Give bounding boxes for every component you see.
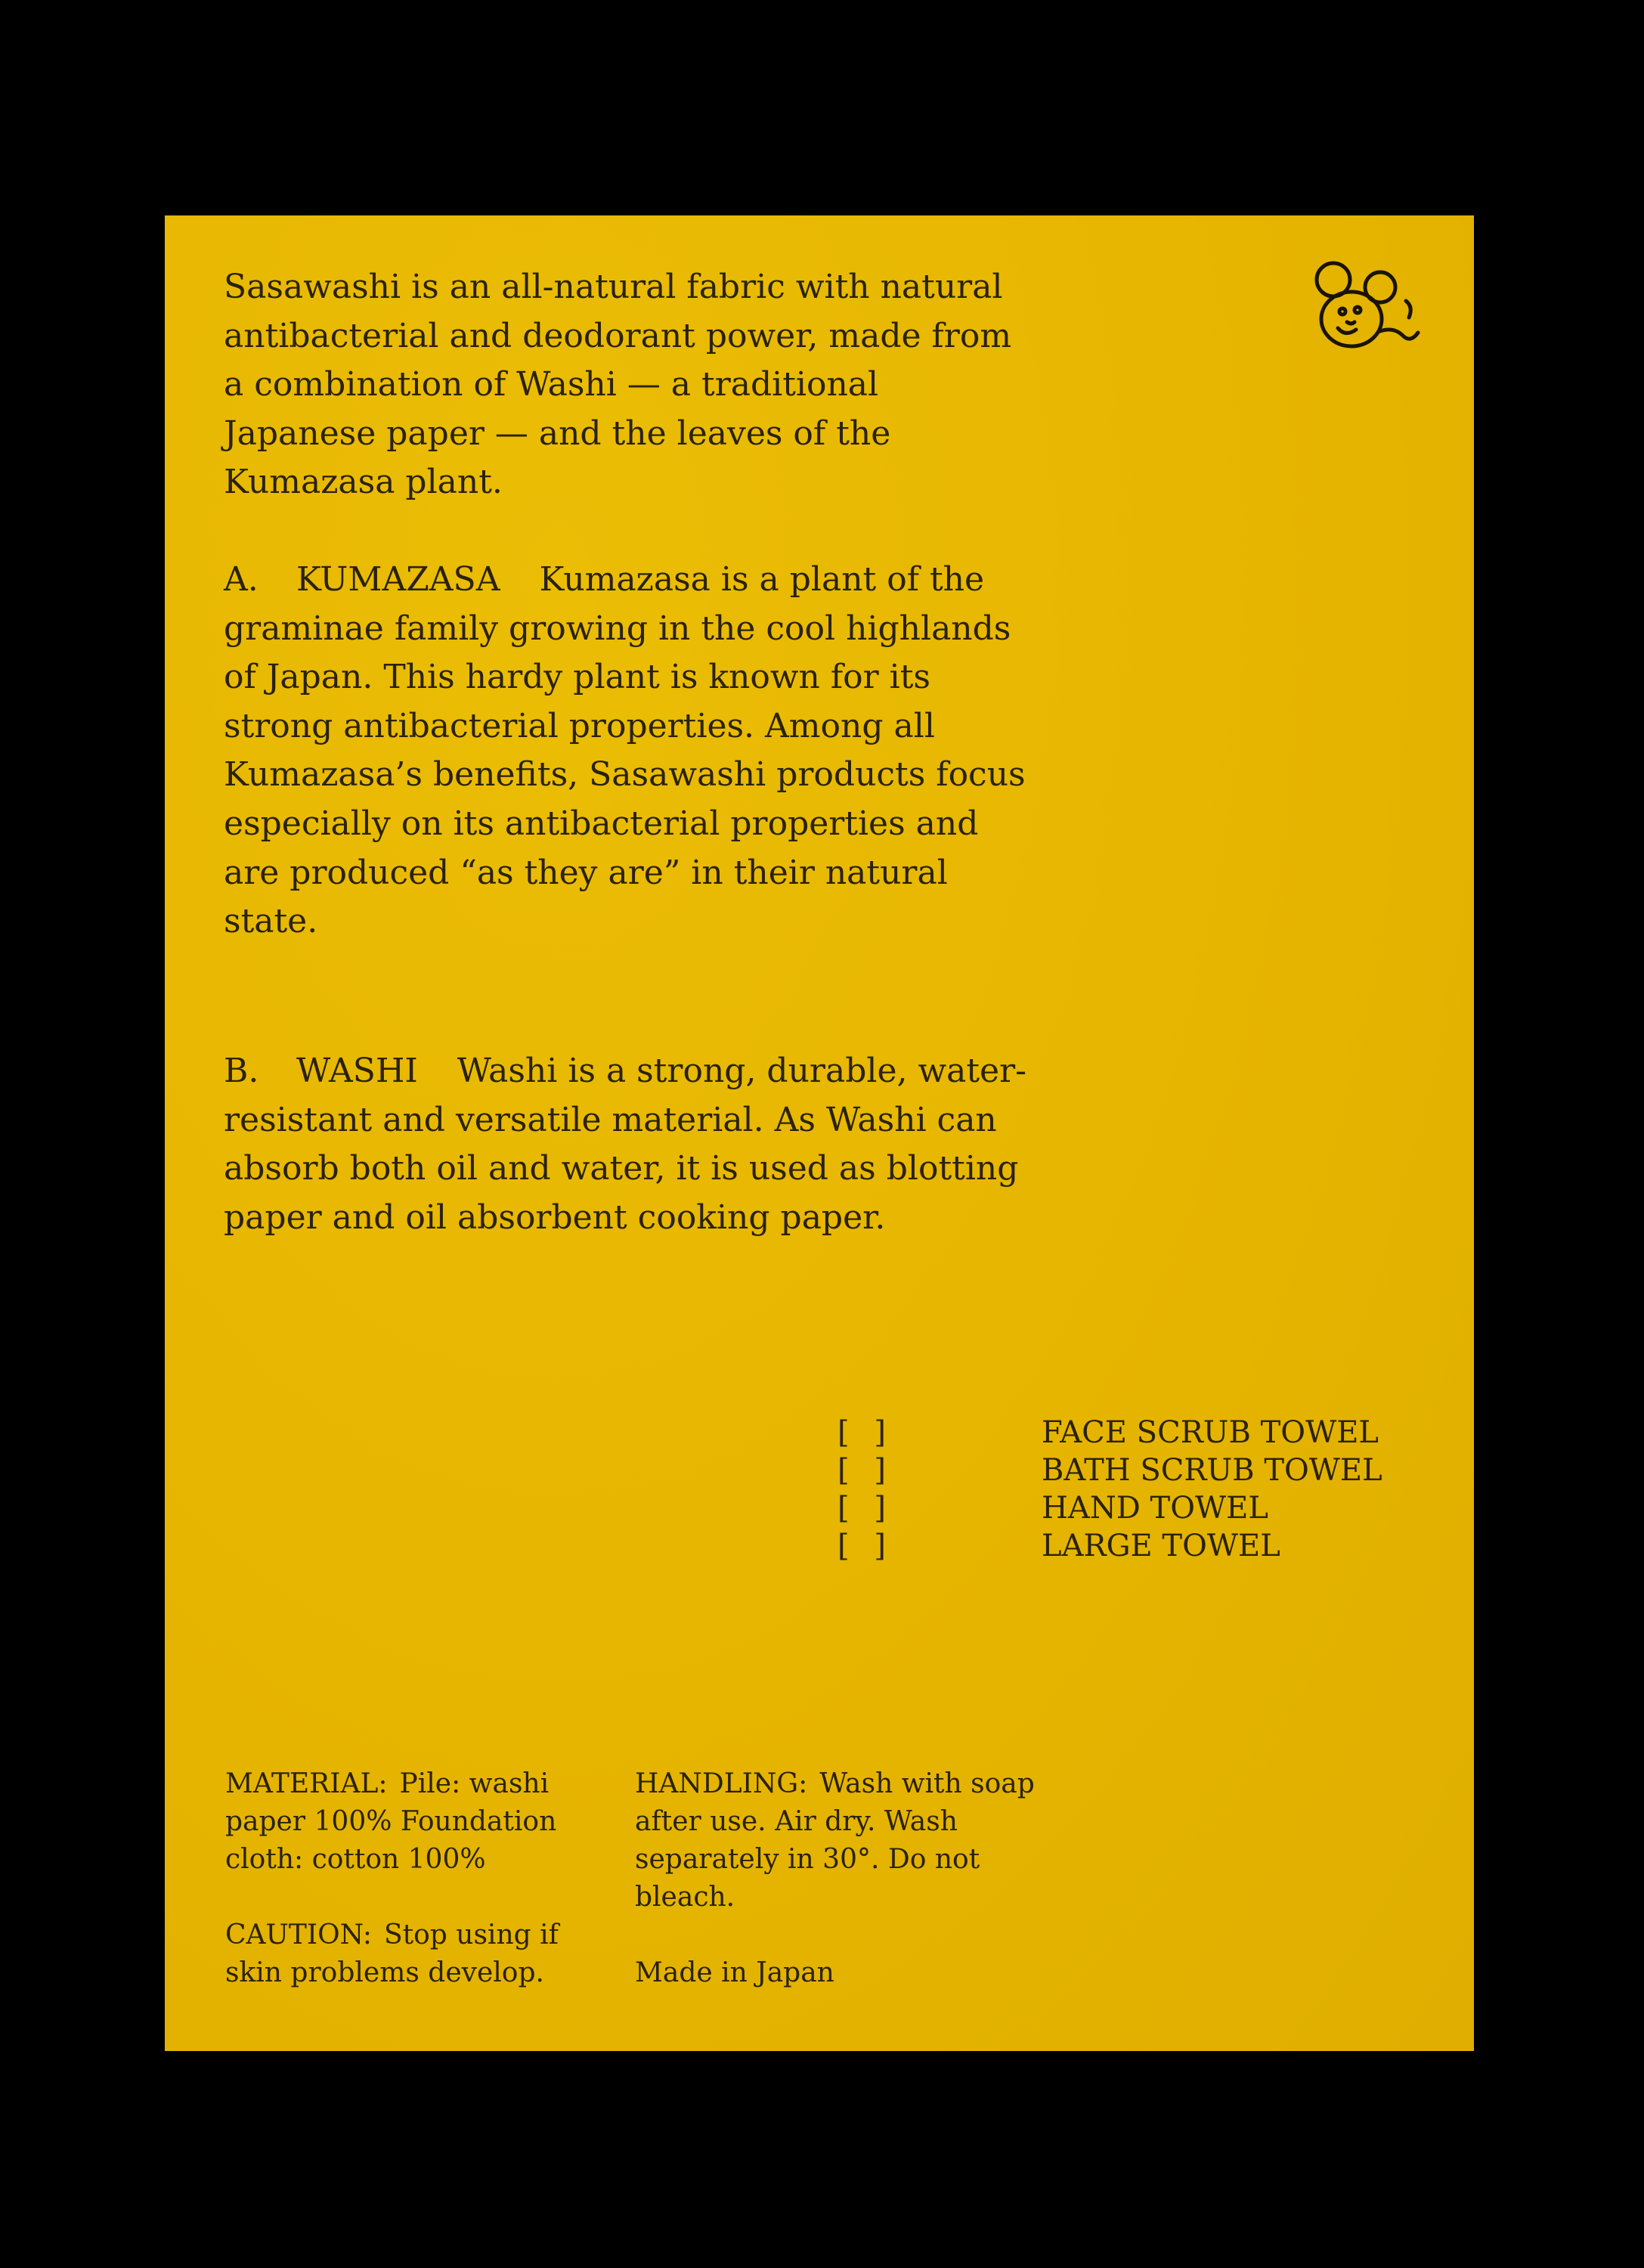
section-heading: KUMAZASA bbox=[296, 560, 500, 599]
caution-info bbox=[225, 1916, 618, 1992]
section-body: Kumazasa is a plant of the graminae family growing in the cool highlands of Japan. This hardy plant is known for its strong antibacterial properties. Among all Kumazasa’s benefits, Sasawashi products focus especially on its antibacterial properties and are produced “as they are” in their natural state. bbox=[224, 560, 1026, 941]
list-item-label: FACE SCRUB TOWEL bbox=[1042, 1415, 1379, 1450]
handling-info bbox=[635, 1765, 1058, 1916]
material-label: MATERIAL: bbox=[225, 1768, 388, 1799]
material-text: Pile: washi paper 100% Foundation cloth: cotton 100% bbox=[225, 1768, 557, 1875]
section-heading: WASHI bbox=[296, 1052, 418, 1090]
section-kumazasa bbox=[224, 556, 1040, 947]
list-item bbox=[837, 1414, 1442, 1452]
handling-text: Wash with soap after use. Air dry. Wash separately in 30°. Do not bleach. bbox=[635, 1768, 1035, 1913]
product-checklist bbox=[837, 1414, 1442, 1565]
intro-paragraph: Sasawashi is an all-natural fabric with natural antibacterial and deodorant power, made from a combination of Washi — a traditional Japanese paper — and the leaves of the Kumazasa plant. bbox=[224, 268, 1012, 502]
material-info bbox=[225, 1765, 618, 1879]
list-item-label: HAND TOWEL bbox=[1042, 1491, 1268, 1526]
product-card bbox=[165, 215, 1474, 2051]
list-item-label: LARGE TOWEL bbox=[1042, 1529, 1280, 1563]
checkbox-marker: [ ] bbox=[837, 1491, 893, 1526]
section-washi bbox=[224, 1047, 1040, 1242]
list-item bbox=[837, 1452, 1442, 1489]
section-letter: B. bbox=[224, 1052, 259, 1090]
section-letter: A. bbox=[224, 560, 259, 599]
list-item-label: BATH SCRUB TOWEL bbox=[1042, 1453, 1382, 1488]
caution-text: Stop using if skin problems develop. bbox=[225, 1919, 559, 1988]
list-item bbox=[837, 1489, 1442, 1527]
section-body: Washi is a strong, durable, water-resistant and versatile material. As Washi can absorb both oil and water, it is used as blotting paper and oil absorbent cooking paper. bbox=[224, 1052, 1026, 1237]
caution-label: CAUTION: bbox=[225, 1919, 372, 1950]
checkbox-marker: [ ] bbox=[837, 1415, 893, 1450]
mouse-doodle-icon bbox=[1308, 257, 1421, 355]
handling-label: HANDLING: bbox=[635, 1768, 808, 1799]
checkbox-marker: [ ] bbox=[837, 1529, 893, 1563]
origin-text: Made in Japan bbox=[635, 1957, 834, 1988]
list-item bbox=[837, 1527, 1442, 1565]
checkbox-marker: [ ] bbox=[837, 1453, 893, 1488]
